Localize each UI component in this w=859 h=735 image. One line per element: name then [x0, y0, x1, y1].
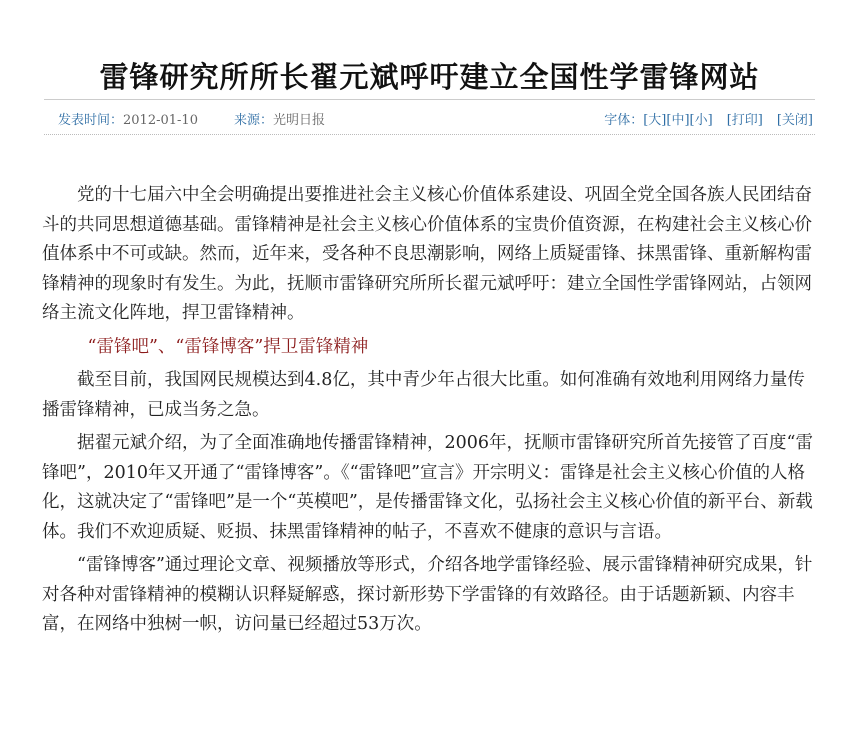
publish-date: 2012-01-10 [123, 113, 198, 128]
article-controls [604, 109, 813, 128]
paragraph: 据翟元斌介绍，为了全面准确地传播雷锋精神，2006年，抚顺市雷锋研究所首先接管了百度“雷锋吧”，2010年又开通了“雷锋博客”。《“雷锋吧”宣言》开宗明义：雷锋是社会主义核心价值的人格化，这就决定了“雷锋吧”是一个“英模吧”，是传播雷锋文化，弘扬社会主义核心价值的新平台、新载体。我们不欢迎质疑、贬损、抹黑雷锋精神的帖子，不喜欢不健康的意识与言语。 [42, 433, 813, 542]
subheading: “雷锋吧”、“雷锋博客”捍卫雷锋精神 [87, 336, 369, 357]
font-size-label: 字体： [604, 113, 644, 128]
font-small-button[interactable]: [小] [689, 113, 713, 128]
article-body [42, 181, 815, 644]
paragraph: 截至目前，我国网民规模达到4.8亿，其中青少年占很大比重。如何准确有效地利用网络力量传播雷锋精神，已成当务之急。 [42, 370, 805, 420]
meta-info [58, 109, 361, 128]
paragraph: “雷锋博客”通过理论文章、视频播放等形式，介绍各地学雷锋经验、展示雷锋精神研究成果，针对各种对雷锋精神的模糊认识释疑解惑，探讨新形势下学雷锋的有效路径。由于话题新颖、内容丰富，在网络中独树一帜，访问量已经超过53万次。 [42, 555, 813, 634]
font-large-button[interactable]: [大] [643, 113, 667, 128]
paragraph: 党的十七届六中全会明确提出要推进社会主义核心价值体系建设、巩固全党全国各族人民团结奋斗的共同思想道德基础。雷锋精神是社会主义核心价值体系的宝贵价值资源，在构建社会主义核心价值体系中不可或缺。然而，近年来，受各种不良思潮影响，网络上质疑雷锋、抹黑雷锋、重新解构雷锋精神的现象时有发生。为此，抚顺市雷锋研究所所长翟元斌呼吁：建立全国性学雷锋网站，占领网络主流文化阵地，捍卫雷锋精神。 [42, 185, 812, 323]
source-label: 来源： [233, 113, 273, 128]
article-meta-bar [44, 99, 815, 136]
font-medium-button[interactable]: [中] [666, 113, 690, 128]
publish-time-label: 发表时间： [58, 113, 124, 128]
close-button[interactable]: [关闭] [776, 113, 813, 128]
source-value: 光明日报 [272, 113, 325, 128]
print-button[interactable]: [打印] [726, 113, 763, 128]
article-title: 雷锋研究所所长翟元斌呼吁建立全国性学雷锋网站 [99, 60, 760, 95]
meta-divider [44, 134, 815, 135]
